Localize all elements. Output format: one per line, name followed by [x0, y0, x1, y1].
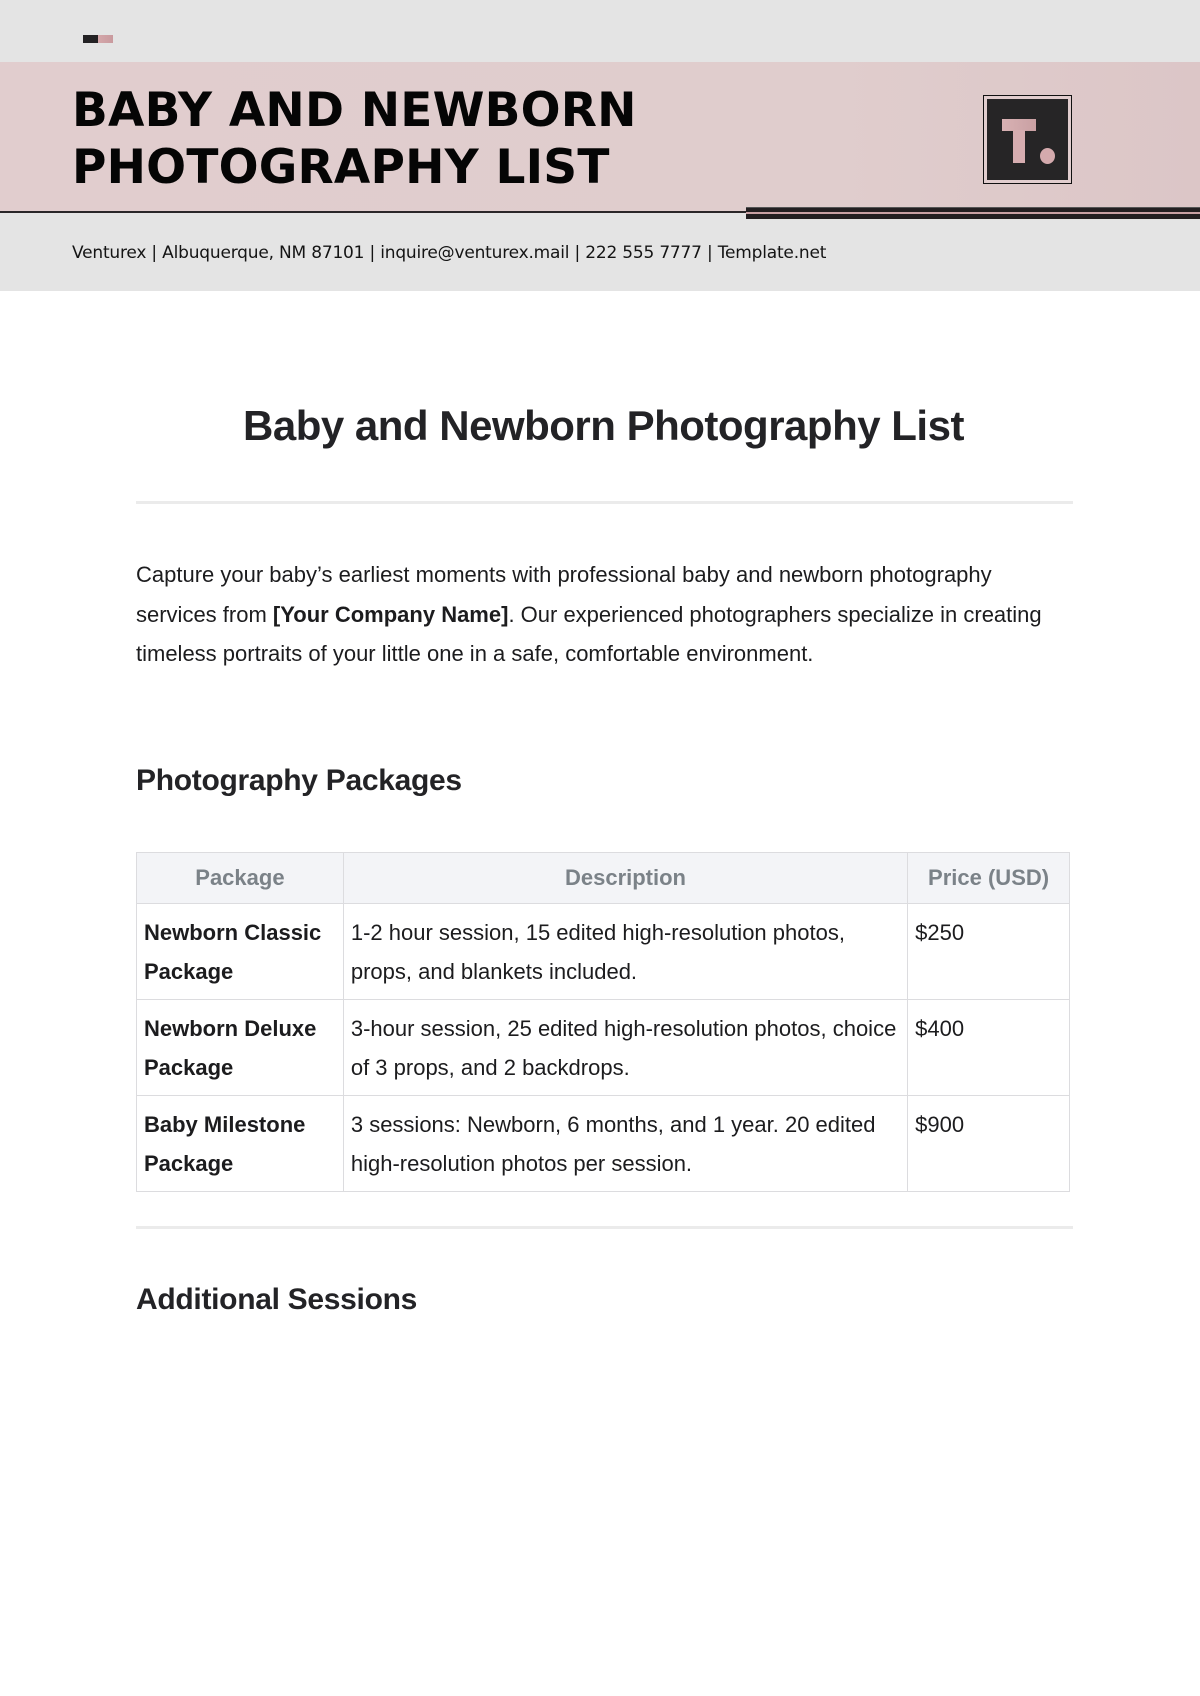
brand-swatch-rose: [98, 35, 113, 43]
letterhead-title-line1: BABY AND NEWBORN: [72, 83, 637, 138]
contact-info: Venturex | Albuquerque, NM 87101 | inquire@venturex.mail | 222 555 7777 | Template.net: [72, 243, 827, 263]
column-header-price: Price (USD): [908, 853, 1070, 904]
intro-paragraph: [136, 555, 1076, 674]
column-header-package: Package: [137, 853, 344, 904]
table-row: [137, 1000, 1070, 1096]
package-description: 3 sessions: Newborn, 6 months, and 1 year. 20 edited high-resolution photos per session.: [343, 1096, 907, 1192]
package-name: Newborn Deluxe Package: [137, 1000, 344, 1096]
company-name-placeholder: [Your Company Name]: [272, 601, 509, 627]
table-header-row: [137, 853, 1070, 904]
table-row: [137, 904, 1070, 1000]
divider: [136, 1226, 1073, 1229]
package-description: 1-2 hour session, 15 edited high-resolution photos, props, and blankets included.: [343, 904, 907, 1000]
company-logo: [983, 95, 1072, 184]
column-header-description: Description: [343, 853, 907, 904]
table-row: [137, 1096, 1070, 1192]
header-rule-thick: [746, 207, 1200, 219]
divider: [136, 501, 1073, 504]
package-name: Baby Milestone Package: [137, 1096, 344, 1192]
section-heading-additional-sessions: Additional Sessions: [136, 1283, 418, 1316]
header-rule-thin: [0, 211, 747, 213]
package-price: $250: [908, 904, 1070, 1000]
letterhead-title-line2: PHOTOGRAPHY LIST: [72, 140, 610, 195]
package-price: $400: [908, 1000, 1070, 1096]
document-title: Baby and Newborn Photography List: [243, 402, 964, 449]
intro-text-end: . Our experienced photographers specialize in creating timeless portraits of your little one in a safe, comfortable environment.: [136, 601, 1042, 666]
section-heading-packages: Photography Packages: [136, 764, 462, 797]
packages-table: [136, 852, 1070, 1192]
logo-t-icon: [987, 99, 1068, 180]
letterhead-title: [72, 82, 772, 196]
package-description: 3-hour session, 25 edited high-resolution photos, choice of 3 props, and 2 backdrops.: [343, 1000, 907, 1096]
package-name: Newborn Classic Package: [137, 904, 344, 1000]
intro-text-start: Capture your baby’s earliest moments with professional baby and newborn photography services from: [136, 562, 992, 627]
brand-swatch-dark: [83, 35, 98, 43]
package-price: $900: [908, 1096, 1070, 1192]
